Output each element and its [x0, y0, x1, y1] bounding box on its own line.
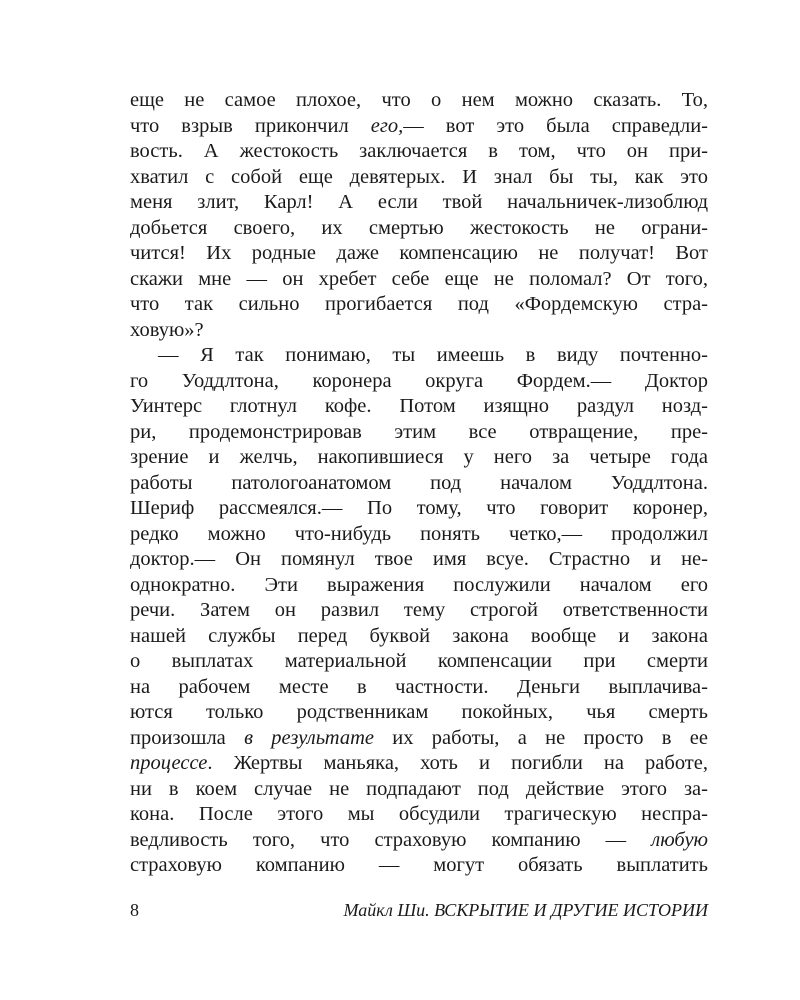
- text-run: нашей службы перед буквой закона вообще и закона: [130, 624, 708, 647]
- text-run: Шериф рассмеялся.— По тому, что говорит коронер,: [130, 497, 708, 519]
- text-line: [130, 88, 708, 114]
- text-line: [130, 216, 708, 242]
- text-run: хватил с собой еще девятерых. И знал бы ты, как это: [130, 165, 708, 188]
- text-line: [130, 241, 708, 267]
- text-line: [130, 649, 708, 675]
- text-run: — Я так понимаю, ты имеешь в виду почтенно-: [158, 344, 708, 366]
- text-run: ни в коем случае не подпадают под действие этого за-: [130, 777, 708, 800]
- text-run: страховую компанию — могут обязать выплатить: [130, 854, 708, 876]
- text-run: меня злит, Карл! А если твой начальничек-лизоблюд: [130, 191, 708, 213]
- text-run: скажи мне — он хребет себе еще не поломал? От того,: [130, 267, 708, 290]
- text-line: [130, 700, 708, 726]
- text-run: еще не самое плохое, что о нем можно сказать. То,: [130, 89, 708, 111]
- text-run: зрение и желчь, накопившиеся у него за четыре года: [130, 446, 708, 468]
- text-line: [130, 726, 708, 752]
- text-line: [130, 114, 708, 140]
- text-run: ведливость того, что страховую компанию —: [130, 828, 652, 851]
- text-run: о выплатах материальной компенсации при смерти: [130, 650, 708, 672]
- italic-run: процессе: [130, 752, 208, 774]
- text-run: Уинтерс глотнул кофе. Потом изящно раздул нозд-: [130, 395, 708, 417]
- text-run: го Уоддлтона, коронера округа Фордем.— Доктор: [130, 369, 708, 392]
- text-run: кона. После этого мы обсудили трагическую неспра-: [130, 803, 708, 825]
- text-run: ются только родственникам покойных, чья смерть: [130, 701, 708, 723]
- text-line: [130, 573, 708, 599]
- text-run: — вот это была справедли-: [403, 114, 708, 137]
- page-number: 8: [130, 900, 139, 920]
- text-line: [130, 471, 708, 497]
- text-line: [130, 420, 708, 446]
- text-run: на рабочем месте в частности. Деньги выплачива-: [130, 675, 708, 698]
- text-line: [130, 777, 708, 803]
- text-line: [130, 292, 708, 318]
- text-line: [130, 598, 708, 624]
- text-line: [130, 267, 708, 293]
- body-text: [130, 88, 708, 879]
- text-run: что взрыв прикончил: [130, 114, 371, 137]
- text-run: их работы, а не просто в ее: [373, 726, 708, 749]
- text-run: вость. А жестокость заключается в том, что он при-: [130, 140, 708, 162]
- text-run: ховую»?: [130, 318, 204, 341]
- text-run: однократно. Эти выражения послужили началом его: [130, 573, 708, 596]
- text-run: речи. Затем он развил тему строгой ответственности: [130, 599, 708, 621]
- text-line: [130, 675, 708, 701]
- text-line: [130, 394, 708, 420]
- text-line: [130, 343, 708, 369]
- text-run: . Жертвы маньяка, хоть и погибли на работе,: [207, 752, 708, 774]
- text-line: [130, 318, 708, 344]
- italic-run: в результате: [244, 726, 374, 749]
- page-footer: [130, 897, 708, 923]
- text-run: что так сильно прогибается под «Фордемскую стра-: [130, 293, 708, 315]
- text-line: [130, 139, 708, 165]
- text-line: [130, 802, 708, 828]
- text-line: [130, 369, 708, 395]
- text-line: [130, 547, 708, 573]
- text-run: произошла: [130, 726, 245, 749]
- text-run: доктор.— Он помянул твое имя всуе. Страстно и не-: [130, 548, 708, 570]
- text-line: [130, 624, 708, 650]
- text-run: чится! Их родные даже компенсацию не получат! Вот: [130, 242, 708, 264]
- text-line: [130, 828, 708, 854]
- text-line: [130, 165, 708, 191]
- text-line: [130, 853, 708, 879]
- text-line: [130, 190, 708, 216]
- text-line: [130, 522, 708, 548]
- text-run: добьется своего, их смертью жестокость не ограни-: [130, 216, 708, 239]
- text-line: [130, 751, 708, 777]
- text-run: работы патологоанатомом под началом Уоддлтона.: [130, 471, 708, 494]
- text-run: ри, продемонстрировав этим все отвращение, пре-: [130, 420, 708, 443]
- text-line: [130, 445, 708, 471]
- text-run: редко можно что-нибудь понять четко,— продолжил: [130, 522, 708, 545]
- running-title: Майкл Ши. ВСКРЫТИЕ И ДРУГИЕ ИСТОРИИ: [343, 900, 708, 920]
- italic-run: любую: [651, 828, 708, 851]
- italic-run: его,: [370, 114, 404, 137]
- text-line: [130, 496, 708, 522]
